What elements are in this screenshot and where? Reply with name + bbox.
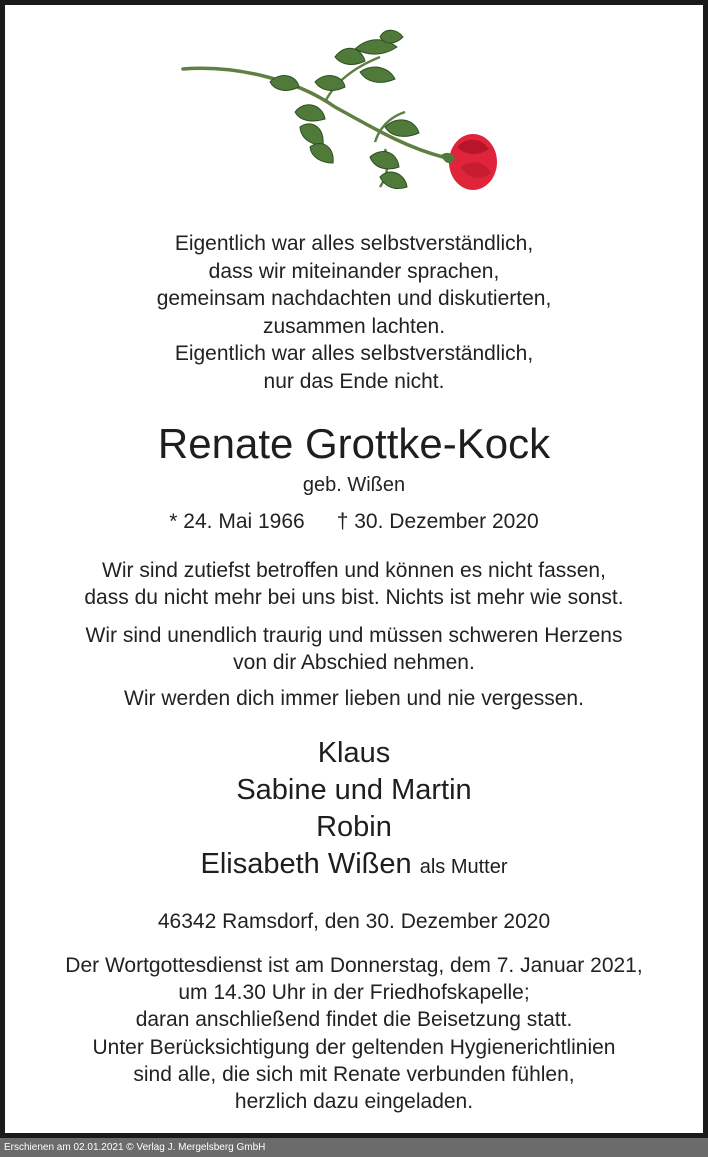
poem-line: nur das Ende nicht.	[263, 369, 445, 393]
poem-line: Eigentlich war alles selbstverständlich,	[174, 232, 534, 255]
message-paragraph	[10, 622, 698, 676]
death-date: † 30. Dezember 2020	[336, 510, 539, 533]
poem	[10, 230, 698, 395]
service-line: Unter Berücksichtigung der geltenden Hygienerichtlinien	[92, 1035, 616, 1059]
message-paragraph	[10, 557, 698, 611]
publication-footer: Erschienen am 02.01.2021 © Verlag J. Mergelsberg GmbH	[0, 1138, 708, 1157]
family-member-mother	[10, 846, 698, 886]
family-signatures	[10, 735, 698, 886]
life-dates	[10, 508, 698, 536]
rose-leaves	[270, 30, 419, 188]
message-line: Wir sind unendlich traurig und müssen schweren Herzens	[85, 624, 623, 647]
poem-line: Eigentlich war alles selbstverständlich,	[174, 342, 534, 365]
rose-bloom	[441, 134, 497, 190]
place-date: 46342 Ramsdorf, den 30. Dezember 2020	[157, 910, 551, 933]
message-paragraph	[10, 685, 698, 712]
message-line: dass du nicht mehr bei uns bist. Nichts ist mehr wie sonst.	[84, 586, 624, 609]
service-line: Der Wortgottesdienst ist am Donnerstag, dem 7. Januar 2021,	[65, 954, 643, 977]
mother-name: Elisabeth Wißen	[200, 848, 412, 880]
service-line: um 14.30 Uhr in der Friedhofskapelle;	[178, 981, 530, 1005]
poem-line: gemeinsam nachdachten und diskutierten,	[156, 287, 552, 310]
poem-line: zusammen lachten.	[262, 314, 446, 338]
deceased-name: Renate Grottke-Kock	[157, 420, 551, 467]
family-member: Klaus	[317, 737, 391, 769]
maiden-name: geb. Wißen	[302, 474, 406, 496]
birth-date: * 24. Mai 1966	[169, 510, 305, 533]
message-line: Wir sind zutiefst betroffen und können es nicht fassen,	[102, 559, 606, 582]
family-member: Sabine und Martin	[236, 774, 472, 806]
service-line: daran anschließend findet die Beisetzung statt.	[135, 1008, 573, 1032]
message-line: Wir werden dich immer lieben und nie vergessen.	[124, 687, 584, 710]
message-line: von dir Abschied nehmen.	[233, 651, 475, 674]
rose-image	[175, 27, 505, 202]
family-member: Robin	[316, 811, 392, 843]
mother-role: als Mutter	[419, 856, 508, 878]
service-line: sind alle, die sich mit Renate verbunden fühlen,	[133, 1062, 575, 1086]
service-line: herzlich dazu eingeladen.	[234, 1090, 474, 1114]
service-info	[10, 952, 698, 1115]
poem-line: dass wir miteinander sprachen,	[208, 259, 500, 283]
